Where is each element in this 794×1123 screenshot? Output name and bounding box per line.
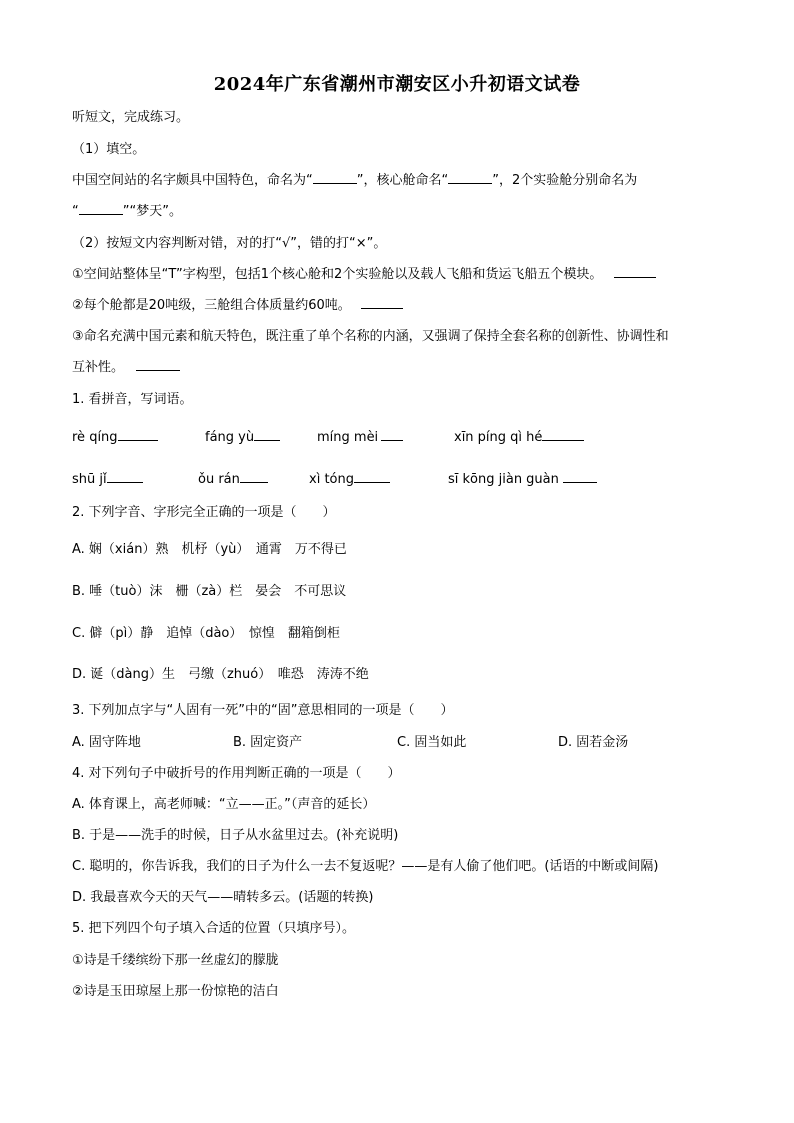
answer-blank[interactable] [107, 470, 143, 483]
pinyin-item [72, 470, 143, 490]
answer-blank[interactable] [254, 428, 280, 441]
pinyin-item [448, 470, 597, 490]
answer-blank[interactable] [542, 428, 584, 441]
q5-item-1: ①诗是千缕缤纷下那一丝虚幻的朦胧 [72, 953, 279, 968]
judge-text: 互补性。 [72, 360, 125, 375]
q5-item-2: ②诗是玉田琼屋上那一份惊艳的洁白 [72, 984, 279, 999]
text: “ [72, 204, 79, 219]
q3-option-b[interactable]: B. 固定资产 [233, 735, 303, 750]
pinyin-item [72, 428, 158, 448]
pinyin-item [309, 470, 390, 490]
q3-options [72, 733, 724, 753]
judge-text: ①空间站整体呈“T”字构型，包括1个核心舱和2个实验舱以及载人飞船和货运飞船五个模块。 [72, 267, 603, 282]
q4-option-a[interactable]: A. 体育课上，高老师喊：“立——正。”（声音的延长） [72, 797, 376, 812]
answer-blank[interactable] [563, 470, 597, 483]
answer-blank[interactable] [240, 470, 268, 483]
answer-blank[interactable] [381, 428, 403, 441]
q2-option-a[interactable]: A. 娴（xián）熟 机杼（yù） 通霄 万不得已 [72, 542, 347, 557]
q2-option-c[interactable]: C. 僻（pì）静 追悼（dào） 惊惶 翻箱倒柜 [72, 626, 340, 641]
judge-item-1 [72, 265, 724, 285]
pinyin-text: ǒu rán [198, 472, 240, 487]
text: ”，核心舱命名“ [356, 173, 449, 188]
answer-blank[interactable] [448, 171, 492, 184]
pinyin-text: rè qíng [72, 430, 118, 445]
pinyin-text: shū jǐ [72, 472, 107, 487]
judge-item-2 [72, 296, 724, 316]
answer-blank[interactable] [118, 428, 158, 441]
fill-blank-line-1 [72, 171, 724, 191]
pinyin-item [454, 428, 584, 448]
pinyin-text: fáng yù [205, 430, 255, 445]
q3-option-d[interactable]: D. 固若金汤 [558, 735, 629, 750]
answer-blank[interactable] [614, 265, 656, 278]
judge-text: ②每个舱都是20吨级，三舱组合体质量约60吨。 [72, 298, 351, 313]
text: ”，2个实验舱分别命名为 [492, 173, 638, 188]
answer-blank[interactable] [136, 358, 180, 371]
q3-option-a[interactable]: A. 固守阵地 [72, 735, 141, 750]
q4-option-c[interactable]: C. 聪明的，你告诉我，我们的日子为什么一去不复返呢？——是有人偷了他们吧。(话语的中断或间隔) [72, 859, 659, 874]
answer-blank[interactable] [354, 470, 390, 483]
q2-stem: 2. 下列字音、字形完全正确的一项是（ ） [72, 505, 336, 520]
pinyin-item [198, 470, 268, 490]
q2-option-b[interactable]: B. 唾（tuò）沫 栅（zà）栏 晏会 不可思议 [72, 584, 347, 599]
text: ”“梦天”。 [122, 204, 182, 219]
answer-blank[interactable] [361, 296, 403, 309]
judge-item-3b [72, 358, 724, 378]
fill-blank-label: （1）填空。 [72, 142, 146, 157]
pinyin-text: míng mèi [317, 430, 379, 445]
q4-option-b[interactable]: B. 于是——洗手的时候，日子从水盆里过去。(补充说明) [72, 828, 399, 843]
q3-option-c[interactable]: C. 固当如此 [397, 735, 467, 750]
judge-label: （2）按短文内容判断对错，对的打“√”，错的打“×”。 [72, 236, 387, 251]
pinyin-text: sī kōng jiàn guàn [448, 472, 559, 487]
fill-blank-line-2 [72, 202, 724, 222]
pinyin-text: xì tóng [309, 472, 354, 487]
page-title: 2024年广东省潮州市潮安区小升初语文试卷 [213, 74, 581, 95]
q5-stem: 5. 把下列四个句子填入合适的位置（只填序号）。 [72, 921, 356, 936]
listening-intro: 听短文，完成练习。 [72, 110, 190, 125]
pinyin-text: xīn píng qì hé [454, 430, 543, 445]
answer-blank[interactable] [313, 171, 357, 184]
pinyin-row-1 [72, 428, 724, 448]
q4-stem: 4. 对下列句子中破折号的作用判断正确的一项是（ ） [72, 766, 401, 781]
pinyin-item [205, 428, 280, 448]
text: 中国空间站的名字颇具中国特色，命名为“ [72, 173, 313, 188]
pinyin-row-2 [72, 470, 724, 490]
judge-item-3a: ③命名充满中国元素和航天特色，既注重了单个名称的内涵，又强调了保持全套名称的创新性、协调性和 [72, 329, 669, 344]
pinyin-item [317, 428, 403, 448]
q1-stem: 1. 看拼音，写词语。 [72, 392, 193, 407]
answer-blank[interactable] [79, 202, 123, 215]
q2-option-d[interactable]: D. 诞（dàng）生 弓缴（zhuó） 唯恐 涛涛不绝 [72, 667, 369, 682]
q4-option-d[interactable]: D. 我最喜欢今天的天气——晴转多云。(话题的转换) [72, 890, 374, 905]
q3-stem: 3. 下列加点字与“人固有一死”中的“固”意思相同的一项是（ ） [72, 703, 454, 718]
